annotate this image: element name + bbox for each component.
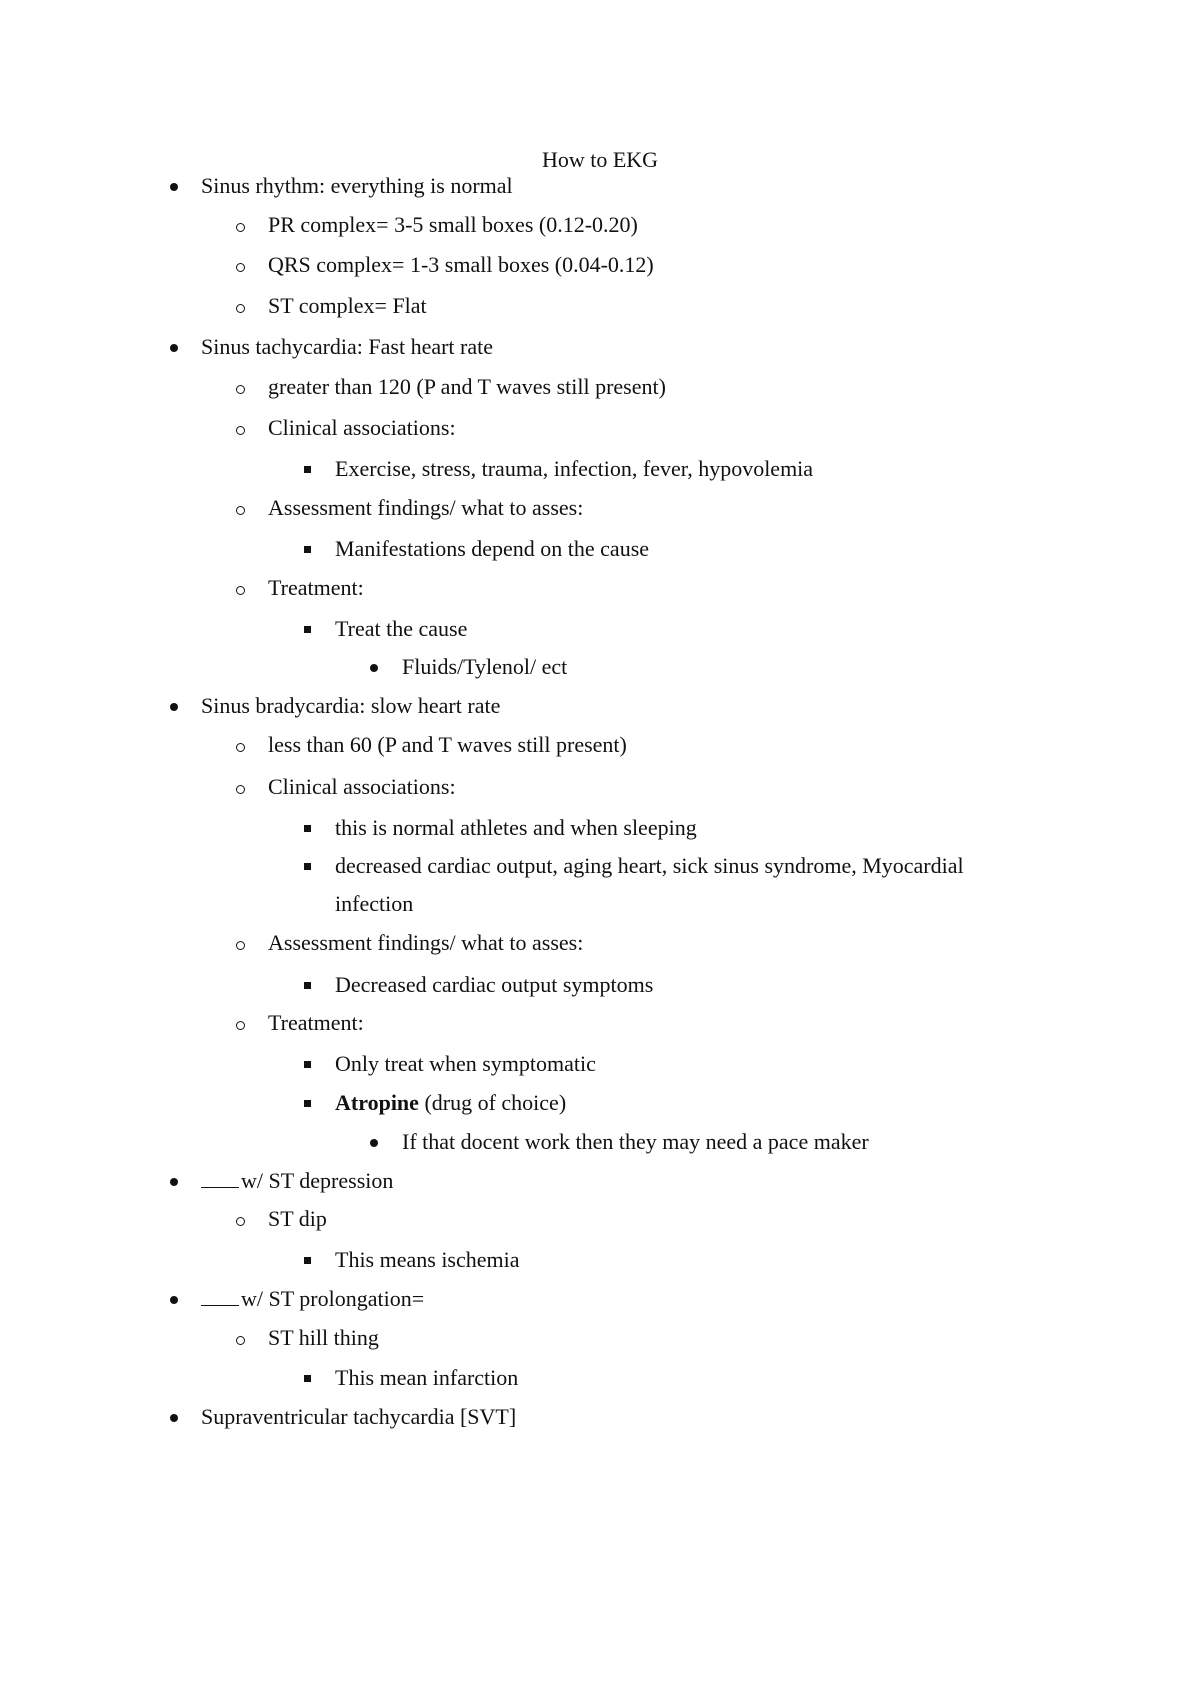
outline-item-level-3 <box>335 1364 518 1392</box>
bullet-dot-icon <box>170 1414 178 1422</box>
bullet-dot-icon <box>370 664 378 672</box>
outline-item-text: PR complex= 3-5 small boxes (0.12-0.20) <box>268 212 638 237</box>
outline-item-text: Assessment findings/ what to asses: <box>268 930 584 955</box>
bullet-square-icon <box>304 825 311 832</box>
outline-item-level-3 <box>335 1246 520 1274</box>
bullet-dot-icon <box>170 1178 178 1186</box>
outline-item-level-2 <box>268 574 364 602</box>
bullet-dot-icon <box>170 183 178 191</box>
outline-item-text: Supraventricular tachycardia [SVT] <box>201 1404 517 1429</box>
bullet-circle-icon <box>236 785 245 794</box>
bullet-circle-icon <box>236 743 245 752</box>
outline-item-continuation <box>335 890 413 918</box>
outline-item-text: Sinus bradycardia: slow heart rate <box>201 693 501 718</box>
bullet-square-icon <box>304 626 311 633</box>
outline-item-level-2 <box>268 414 456 442</box>
outline-item-text: decreased cardiac output, aging heart, sick sinus syndrome, Myocardial <box>335 853 964 878</box>
bullet-dot-icon <box>170 1296 178 1304</box>
bullet-square-icon <box>304 1375 311 1382</box>
outline-item-level-2 <box>268 773 456 801</box>
outline-item-level-2 <box>268 731 627 759</box>
outline-item-level-2 <box>268 251 654 279</box>
bullet-square-icon <box>304 863 311 870</box>
outline-item-text: This mean infarction <box>335 1365 519 1390</box>
outline-item-level-2 <box>268 494 583 522</box>
fill-in-blank <box>201 1167 239 1188</box>
outline-item-text: If that docent work then they may need a pace maker <box>402 1129 869 1154</box>
outline-item-text: this is normal athletes and when sleeping <box>335 815 697 840</box>
bullet-circle-icon <box>236 263 245 272</box>
outline-item-text: Treat the cause <box>335 616 468 641</box>
bullet-dot-icon <box>170 344 178 352</box>
outline-item-level-3 <box>335 1050 596 1078</box>
outline-item-text: (drug of choice) <box>418 1090 567 1115</box>
outline-item-level-3 <box>335 971 653 999</box>
outline-item-text: greater than 120 (P and T waves still present) <box>268 374 666 399</box>
outline-item-level-2 <box>268 929 583 957</box>
bullet-circle-icon <box>236 426 245 435</box>
outline-item-level-3 <box>335 615 467 643</box>
bullet-square-icon <box>304 546 311 553</box>
bold-term: Atropine <box>335 1090 419 1115</box>
outline-item-level-1 <box>201 172 513 200</box>
outline-item-level-2 <box>268 1009 364 1037</box>
fill-in-blank <box>201 1285 239 1306</box>
outline-item-text: w/ ST prolongation= <box>241 1286 425 1311</box>
outline-item-text: ST dip <box>268 1206 327 1231</box>
outline-item-level-3 <box>335 1089 566 1117</box>
bullet-dot-icon <box>170 703 178 711</box>
outline-item-level-1 <box>201 1285 424 1313</box>
outline-item-text: Treatment: <box>268 1010 364 1035</box>
bullet-circle-icon <box>236 1021 245 1030</box>
outline-item-level-3 <box>335 814 697 842</box>
bullet-square-icon <box>304 1100 311 1107</box>
bullet-circle-icon <box>236 941 245 950</box>
outline-item-text: Treatment: <box>268 575 364 600</box>
outline-item-text: QRS complex= 1-3 small boxes (0.04-0.12) <box>268 252 654 277</box>
outline-item-text: This means ischemia <box>335 1247 520 1272</box>
bullet-circle-icon <box>236 1336 245 1345</box>
outline-item-level-3 <box>335 852 964 880</box>
bullet-square-icon <box>304 466 311 473</box>
bullet-circle-icon <box>236 506 245 515</box>
bullet-circle-icon <box>236 223 245 232</box>
bullet-square-icon <box>304 1257 311 1264</box>
bullet-circle-icon <box>236 385 245 394</box>
outline-item-text: ST hill thing <box>268 1325 379 1350</box>
bullet-dot-icon <box>370 1139 378 1147</box>
outline-item-text: less than 60 (P and T waves still present) <box>268 732 627 757</box>
page-title: How to EKG <box>541 147 659 172</box>
outline-item-text: Assessment findings/ what to asses: <box>268 495 584 520</box>
outline-item-level-2 <box>268 211 638 239</box>
outline-item-level-3 <box>335 535 649 563</box>
outline-item-level-1 <box>201 692 500 720</box>
outline-item-level-4 <box>402 653 567 681</box>
outline-item-text: Manifestations depend on the cause <box>335 536 650 561</box>
outline-item-level-2 <box>268 292 427 320</box>
outline-item-level-2 <box>268 1205 327 1233</box>
outline-item-text: infection <box>335 891 414 916</box>
bullet-square-icon <box>304 1061 311 1068</box>
outline-item-level-1 <box>201 1167 393 1195</box>
outline-item-level-1 <box>201 333 493 361</box>
outline-item-text: Sinus tachycardia: Fast heart rate <box>201 334 494 359</box>
outline-item-text: ST complex= Flat <box>268 293 427 318</box>
outline-item-text: Exercise, stress, trauma, infection, fever, hypovolemia <box>335 456 814 481</box>
outline-item-text: Clinical associations: <box>268 415 456 440</box>
outline-item-text: Sinus rhythm: everything is normal <box>201 173 513 198</box>
bullet-circle-icon <box>236 1217 245 1226</box>
outline-item-level-2 <box>268 373 666 401</box>
outline-item-text: w/ ST depression <box>241 1168 394 1193</box>
outline-item-level-3 <box>335 455 813 483</box>
outline-item-level-1 <box>201 1403 516 1431</box>
outline-item-text: Decreased cardiac output symptoms <box>335 972 654 997</box>
outline-item-text: Clinical associations: <box>268 774 456 799</box>
bullet-circle-icon <box>236 586 245 595</box>
bullet-circle-icon <box>236 304 245 313</box>
outline-item-text: Only treat when symptomatic <box>335 1051 596 1076</box>
outline-item-level-2 <box>268 1324 379 1352</box>
outline-item-level-4 <box>402 1128 869 1156</box>
bullet-square-icon <box>304 982 311 989</box>
outline-item-text: Fluids/Tylenol/ ect <box>402 654 568 679</box>
